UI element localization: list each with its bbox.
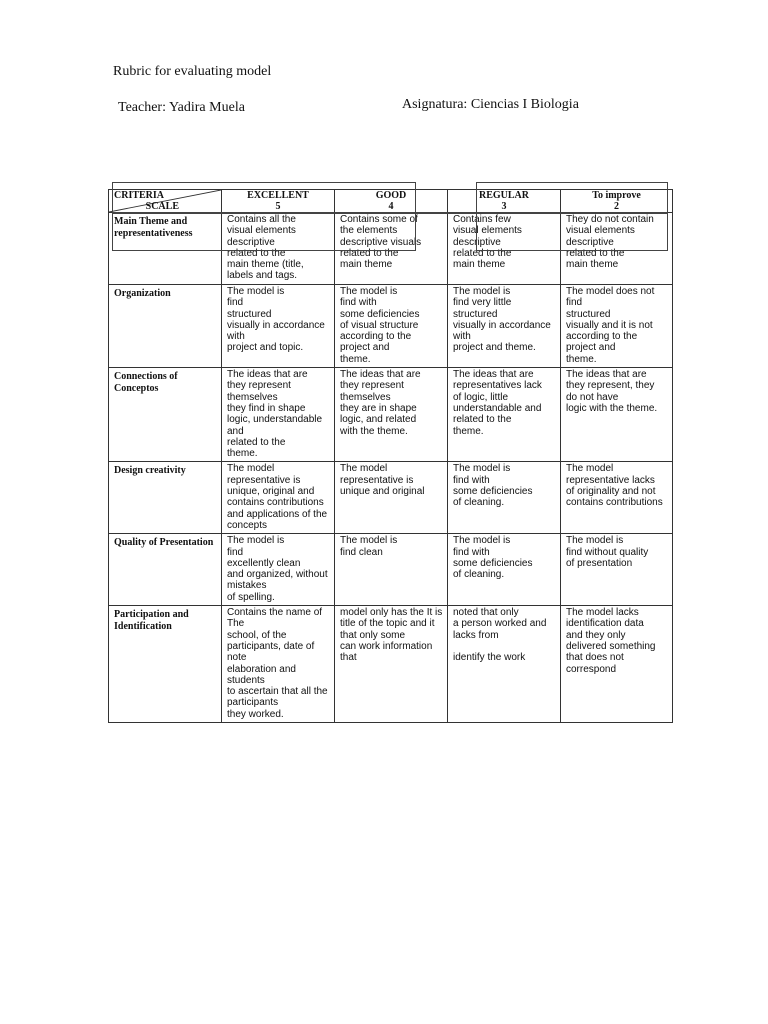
level-score: 3 [501, 201, 507, 212]
rubric-cell: The model is find clean [335, 534, 448, 606]
rubric-cell: The model representative lacks of originality and not contains contributions [561, 462, 673, 534]
rubric-cell: The model is find without quality of presentation [561, 534, 673, 606]
rubric-cell: Contains some of the elements descriptive visuals related to the main theme [335, 213, 448, 285]
level-score: 2 [614, 201, 619, 212]
rubric-cell: The model is find very little structured visually in accordance with project and theme. [448, 285, 561, 368]
header-row [109, 190, 673, 213]
table-row [109, 606, 673, 723]
document-title: Rubric for evaluating model [113, 64, 272, 79]
rubric-cell: model only has the It is title of the topic and it that only some can work information that [335, 606, 448, 723]
rubric-cell: noted that only a person worked and lacks from identify the work [448, 606, 561, 723]
table-row [109, 462, 673, 534]
header-criteria: CRITERIA [114, 190, 165, 201]
rubric-cell: The model is find structured visually in accordance with project and topic. [222, 285, 335, 368]
rubric-cell: The ideas that are representatives lack of logic, little understandable and related to the theme. [448, 368, 561, 462]
rubric-cell: The ideas that are they represent themselves they are in shape logic, and related with the theme. [335, 368, 448, 462]
level-score: 4 [388, 201, 394, 212]
rubric-cell: They do not contain visual elements descriptive related to the main theme [561, 213, 673, 285]
rubric-cell: The model lacks identification data and they only delivered something that does not correspond [561, 606, 673, 723]
header-scale: SCALE [145, 201, 179, 212]
table-row [109, 368, 673, 462]
rubric-cell: Contains few visual elements descriptive related to the main theme [448, 213, 561, 285]
criterion-label: Main Theme and representativeness [109, 213, 222, 285]
table-row [109, 534, 673, 606]
header-criteria-scale [109, 190, 222, 213]
rubric-cell: Contains all the visual elements descriptive related to the main theme (title, labels and tags. [222, 213, 335, 285]
criterion-label: Quality of Presentation [109, 534, 222, 606]
level-label: GOOD [375, 190, 407, 201]
level-label: REGULAR [478, 190, 529, 201]
rubric-cell: The model is find with some deficiencies of cleaning. [448, 534, 561, 606]
rubric-cell: The model is find with some deficiencies of cleaning. [448, 462, 561, 534]
level-score: 5 [275, 201, 281, 212]
criterion-label: Design creativity [109, 462, 222, 534]
rubric-cell: The model does not find structured visually and it is not according to the project and theme. [561, 285, 673, 368]
header-to-improve [561, 190, 673, 213]
rubric-cell: The model representative is unique, original and contains contributions and applications of the concepts [222, 462, 335, 534]
rubric-cell: The model is find with some deficiencies of visual structure according to the project and theme. [335, 285, 448, 368]
table-row [109, 213, 673, 285]
level-label: To improve [592, 190, 641, 201]
rubric-cell: The ideas that are they represent, they do not have logic with the theme. [561, 368, 673, 462]
criterion-label: Participation and Identification [109, 606, 222, 723]
subject-name: Asignatura: Ciencias I Biologia [402, 97, 579, 112]
rubric-cell: The model is find excellently clean and organized, without mistakes of spelling. [222, 534, 335, 606]
level-label: EXCELLENT [247, 190, 309, 201]
rubric-cell: The model representative is unique and original [335, 462, 448, 534]
rubric-cell: Contains the name of The school, of the participants, date of note elaboration and students to ascertain that all the participants they worked. [222, 606, 335, 723]
criterion-label: Organization [109, 285, 222, 368]
header-good [335, 190, 448, 213]
table-row [109, 285, 673, 368]
criterion-label: Connections of Conceptos [109, 368, 222, 462]
rubric-table [108, 189, 673, 723]
header-regular [448, 190, 561, 213]
teacher-name: Teacher: Yadira Muela [118, 100, 245, 115]
rubric-cell: The ideas that are they represent themselves they find in shape logic, understandable and related to the theme. [222, 368, 335, 462]
header-excellent [222, 190, 335, 213]
